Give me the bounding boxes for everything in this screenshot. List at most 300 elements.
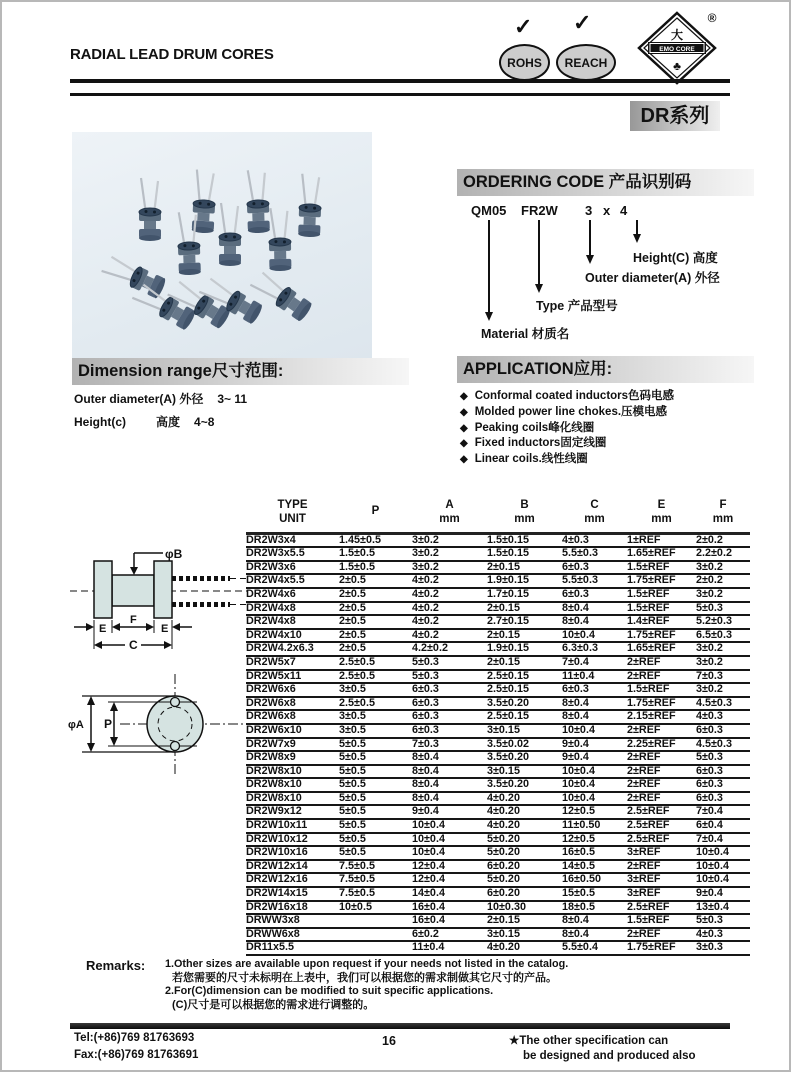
value-cell: 5.5±0.3 — [562, 574, 627, 588]
value-cell: 1.75±REF — [627, 574, 696, 588]
value-cell: 1.5±0.15 — [487, 533, 562, 547]
type-cell: DR2W7x9 — [246, 738, 339, 752]
value-cell: 5.5±0.3 — [562, 547, 627, 561]
table-row — [246, 670, 750, 684]
value-cell: 2±REF — [627, 751, 696, 765]
value-cell: 2±REF — [627, 724, 696, 738]
value-cell: 1.75±REF — [627, 941, 696, 955]
table-header-row — [246, 499, 750, 533]
height-range — [74, 413, 214, 430]
type-cell: DR2W6x6 — [246, 683, 339, 697]
value-cell: 6±0.3 — [562, 561, 627, 575]
value-cell: 6.3±0.3 — [562, 642, 627, 656]
type-cell: DR2W14x15 — [246, 887, 339, 901]
value-cell: 3±0.2 — [696, 683, 750, 697]
table-row — [246, 547, 750, 561]
value-cell: 5±0.20 — [487, 833, 562, 847]
value-cell: 1.65±REF — [627, 547, 696, 561]
value-cell: 1.65±REF — [627, 642, 696, 656]
value-cell: 8±0.4 — [412, 751, 487, 765]
value-cell: 4±0.20 — [487, 805, 562, 819]
footer-divider — [70, 1023, 730, 1029]
value-cell: 3±0.2 — [412, 533, 487, 547]
value-cell: 3±0.2 — [412, 561, 487, 575]
table-row — [246, 656, 750, 670]
remark-line: 1.Other sizes are available upon request if your needs not listed in the catalog. — [165, 958, 569, 970]
height-range-value: 4~8 — [194, 415, 215, 429]
type-cell: DR2W6x8 — [246, 697, 339, 711]
application-item: ◆ Molded power line chokes.压模电感 — [460, 405, 668, 418]
value-cell: 2±0.2 — [696, 533, 750, 547]
application-item: ◆ Conformal coated inductors色码电感 — [460, 390, 675, 402]
code-height: 4 — [620, 203, 628, 218]
value-cell: 2±0.15 — [487, 561, 562, 575]
value-cell: 10±0.4 — [562, 629, 627, 643]
value-cell: 2±REF — [627, 656, 696, 670]
type-cell: DR2W8x10 — [246, 765, 339, 779]
type-cell: DR11x5.5 — [246, 941, 339, 955]
value-cell: 2±0.15 — [487, 602, 562, 616]
col-c: C mm — [562, 499, 627, 533]
value-cell: 1.5±0.5 — [339, 547, 412, 561]
value-cell: 6±0.3 — [696, 778, 750, 792]
table-row — [246, 765, 750, 779]
type-cell: DR2W16x18 — [246, 901, 339, 915]
value-cell: 3±0.2 — [696, 656, 750, 670]
diamond-bullet-icon: ◆ — [460, 438, 468, 450]
value-cell: 2.5±0.15 — [487, 683, 562, 697]
value-cell: 3±0.2 — [696, 561, 750, 575]
value-cell: 1±REF — [627, 533, 696, 547]
value-cell: 8±0.4 — [562, 602, 627, 616]
table-row — [246, 574, 750, 588]
value-cell: 4±0.2 — [412, 602, 487, 616]
value-cell: 4±0.2 — [412, 629, 487, 643]
value-cell: 2.5±REF — [627, 901, 696, 915]
value-cell: 2.15±REF — [627, 710, 696, 724]
type-cell: DR2W8x9 — [246, 751, 339, 765]
code-material: QM05 — [471, 203, 507, 218]
value-cell: 16±0.4 — [412, 901, 487, 915]
value-cell: 10±0.4 — [696, 873, 750, 887]
value-cell: 2±0.5 — [339, 615, 412, 629]
value-cell: 10±0.4 — [412, 833, 487, 847]
value-cell: 2±0.5 — [339, 602, 412, 616]
value-cell: 3.5±0.20 — [487, 751, 562, 765]
footer-tel: Tel:(+86)769 81763693 — [74, 1032, 195, 1044]
value-cell: 5.2±0.3 — [696, 615, 750, 629]
table-row — [246, 724, 750, 738]
value-cell: 6±0.3 — [412, 724, 487, 738]
table-row — [246, 683, 750, 697]
value-cell: 1.5±REF — [627, 914, 696, 928]
spec-table-body — [246, 533, 750, 955]
remarks-label: Remarks: — [86, 958, 146, 973]
value-cell: 3.5±0.20 — [487, 778, 562, 792]
value-cell: 2±0.5 — [339, 574, 412, 588]
value-cell: 10±0.4 — [412, 819, 487, 833]
value-cell: 12±0.5 — [562, 805, 627, 819]
outer-range-value: 3~ 11 — [217, 392, 248, 406]
value-cell: 15±0.5 — [562, 887, 627, 901]
table-row — [246, 860, 750, 874]
type-cell: DRWW3x8 — [246, 914, 339, 928]
value-cell: 8±0.4 — [562, 615, 627, 629]
value-cell: 5±0.3 — [412, 670, 487, 684]
value-cell: 6±0.3 — [696, 792, 750, 806]
code-outer-dim: 3 — [585, 203, 593, 218]
table-row — [246, 588, 750, 602]
value-cell: 4.2±0.2 — [412, 642, 487, 656]
value-cell: 10±0.4 — [562, 765, 627, 779]
type-cell: DR2W12x16 — [246, 873, 339, 887]
type-cell: DR2W3x4 — [246, 533, 339, 547]
table-row — [246, 833, 750, 847]
application-list — [460, 389, 674, 468]
value-cell: 2±0.2 — [696, 574, 750, 588]
value-cell: 2±0.5 — [339, 588, 412, 602]
value-cell: 4±0.20 — [487, 792, 562, 806]
diamond-bullet-icon: ◆ — [460, 406, 468, 418]
remark-line: 2.For(C)dimension can be modified to suit specific applications. — [165, 985, 494, 997]
value-cell: 10±0.4 — [696, 860, 750, 874]
col-type: TYPE UNIT — [246, 499, 339, 533]
col-a: A mm — [412, 499, 487, 533]
value-cell: 6.5±0.3 — [696, 629, 750, 643]
value-cell: 4±0.20 — [487, 819, 562, 833]
value-cell: 2.7±0.15 — [487, 615, 562, 629]
reach-badge — [556, 44, 616, 81]
value-cell: 2±REF — [627, 928, 696, 942]
ordering-code-diagram — [457, 198, 748, 348]
e-right-label: E — [161, 623, 169, 635]
value-cell: 2.5±0.5 — [339, 697, 412, 711]
value-cell: 4±0.2 — [412, 588, 487, 602]
checkmark-icon: ✓ — [514, 14, 533, 39]
value-cell: 2±REF — [627, 670, 696, 684]
dimension-drawings — [62, 528, 252, 783]
value-cell: 1.9±0.15 — [487, 642, 562, 656]
value-cell: 8±0.4 — [412, 792, 487, 806]
height-range-cn: 高度 — [156, 415, 181, 429]
page-number: 16 — [382, 1034, 396, 1048]
star-icon: ★ — [509, 1035, 520, 1047]
value-cell: 2±REF — [627, 792, 696, 806]
application-heading: APPLICATION应用: — [457, 356, 754, 383]
remark-line: (C)尺寸是可以根据您的需求进行调整的。 — [172, 998, 375, 1011]
value-cell: 2±0.15 — [487, 629, 562, 643]
type-cell: DR2W4x8 — [246, 602, 339, 616]
type-cell: DR2W10x11 — [246, 819, 339, 833]
application-item: ◆ Fixed inductors固定线圈 — [460, 437, 607, 450]
value-cell: 1.5±REF — [627, 602, 696, 616]
type-cell: DR2W8x10 — [246, 778, 339, 792]
type-cell: DR2W3x6 — [246, 561, 339, 575]
table-row — [246, 615, 750, 629]
value-cell: 5±0.5 — [339, 738, 412, 752]
value-cell: 2.5±0.15 — [487, 670, 562, 684]
remarks-text — [165, 958, 635, 1012]
value-cell: 10±0.4 — [562, 792, 627, 806]
value-cell: 2±0.5 — [339, 629, 412, 643]
col-e: E mm — [627, 499, 696, 533]
value-cell: 3±0.15 — [487, 724, 562, 738]
value-cell: 7±0.3 — [696, 670, 750, 684]
page-title: RADIAL LEAD DRUM CORES — [70, 46, 274, 63]
f-label: F — [130, 614, 137, 626]
table-row — [246, 533, 750, 547]
value-cell: 11±0.50 — [562, 819, 627, 833]
value-cell: 6±0.2 — [412, 928, 487, 942]
value-cell: 2.5±REF — [627, 833, 696, 847]
footer-fax: Fax:(+86)769 81763691 — [74, 1049, 199, 1061]
col-p: P — [339, 499, 412, 533]
value-cell: 6±0.3 — [412, 683, 487, 697]
type-cell: DR2W5x7 — [246, 656, 339, 670]
value-cell — [339, 928, 412, 942]
value-cell: 5±0.3 — [696, 751, 750, 765]
value-cell: 10±0.5 — [339, 901, 412, 915]
table-row — [246, 941, 750, 955]
value-cell: 3.5±0.20 — [487, 697, 562, 711]
value-cell: 2±0.5 — [339, 642, 412, 656]
outer-range-label: Outer diameter(A) 外径 — [74, 392, 204, 406]
series-title: DR系列 — [630, 101, 720, 131]
material-label: Material 材质名 — [481, 327, 570, 341]
checkmark-icon: ✓ — [573, 10, 592, 35]
value-cell — [339, 914, 412, 928]
logo-top-char: 大 — [670, 28, 684, 42]
table-row — [246, 642, 750, 656]
value-cell: 4±0.3 — [696, 928, 750, 942]
type-cell: DR2W12x14 — [246, 860, 339, 874]
value-cell: 2±REF — [627, 765, 696, 779]
value-cell: 6±0.20 — [487, 860, 562, 874]
value-cell: 1.5±0.15 — [487, 547, 562, 561]
value-cell: 18±0.5 — [562, 901, 627, 915]
value-cell: 2±REF — [627, 860, 696, 874]
rohs-badge — [499, 44, 550, 81]
value-cell: 3±0.2 — [696, 642, 750, 656]
type-cell: DR2W4x6 — [246, 588, 339, 602]
table-row — [246, 710, 750, 724]
value-cell: 5±0.20 — [487, 873, 562, 887]
value-cell: 2±0.15 — [487, 656, 562, 670]
value-cell: 3±0.5 — [339, 724, 412, 738]
value-cell: 5±0.3 — [696, 914, 750, 928]
type-cell: DR2W5x11 — [246, 670, 339, 684]
value-cell: 3±0.5 — [339, 683, 412, 697]
table-row — [246, 887, 750, 901]
value-cell: 6±0.3 — [562, 683, 627, 697]
value-cell: 5±0.20 — [487, 846, 562, 860]
type-cell: DR2W6x8 — [246, 710, 339, 724]
type-cell: DR2W10x12 — [246, 833, 339, 847]
value-cell: 5±0.5 — [339, 792, 412, 806]
table-row — [246, 873, 750, 887]
remark-line: 若您需要的尺寸未标明在上表中，我们可以根据您的需求制做其它尺寸的产品。 — [172, 971, 557, 984]
table-row — [246, 629, 750, 643]
p-label: P — [104, 717, 113, 731]
value-cell: 1.5±REF — [627, 588, 696, 602]
value-cell: 1.5±REF — [627, 683, 696, 697]
value-cell: 7.5±0.5 — [339, 860, 412, 874]
value-cell: 7.5±0.5 — [339, 873, 412, 887]
type-cell: DR2W3x5.5 — [246, 547, 339, 561]
value-cell: 7±0.4 — [562, 656, 627, 670]
value-cell: 5±0.5 — [339, 778, 412, 792]
value-cell: 4±0.2 — [412, 615, 487, 629]
value-cell: 3±REF — [627, 887, 696, 901]
type-cell: DR2W8x10 — [246, 792, 339, 806]
value-cell: 6±0.3 — [412, 710, 487, 724]
value-cell: 13±0.4 — [696, 901, 750, 915]
value-cell: 2.5±0.5 — [339, 670, 412, 684]
table-row — [246, 778, 750, 792]
value-cell: 10±0.30 — [487, 901, 562, 915]
table-row — [246, 846, 750, 860]
value-cell: 7±0.3 — [412, 738, 487, 752]
type-cell: DR2W4x10 — [246, 629, 339, 643]
value-cell: 6±0.3 — [696, 765, 750, 779]
value-cell: 3±0.5 — [339, 710, 412, 724]
type-cell: DR2W6x10 — [246, 724, 339, 738]
value-cell: 1.75±REF — [627, 697, 696, 711]
value-cell: 1.5±REF — [627, 561, 696, 575]
value-cell: 8±0.4 — [562, 928, 627, 942]
value-cell: 5±0.5 — [339, 846, 412, 860]
value-cell: 3±0.3 — [696, 941, 750, 955]
code-type: FR2W — [521, 203, 558, 218]
c-label: C — [129, 638, 138, 652]
type-label: Type 产品型号 — [536, 299, 618, 313]
value-cell: 6±0.3 — [696, 724, 750, 738]
value-cell: 8±0.4 — [412, 778, 487, 792]
phi-b-label: φB — [165, 547, 183, 561]
value-cell: 2.5±0.5 — [339, 656, 412, 670]
value-cell: 5.5±0.4 — [562, 941, 627, 955]
spec-table — [246, 499, 750, 956]
value-cell: 4±0.3 — [562, 533, 627, 547]
value-cell: 7±0.4 — [696, 833, 750, 847]
table-row — [246, 738, 750, 752]
outer-diameter-label: Outer diameter(A) 外径 — [585, 271, 720, 285]
value-cell: 3±0.2 — [696, 588, 750, 602]
table-row — [246, 602, 750, 616]
value-cell: 5±0.5 — [339, 819, 412, 833]
table-row — [246, 561, 750, 575]
code-x: x — [603, 203, 611, 218]
value-cell: 5±0.5 — [339, 833, 412, 847]
type-cell: DRWW6x8 — [246, 928, 339, 942]
ordering-code-heading: ORDERING CODE 产品识别码 — [457, 169, 754, 196]
value-cell: 1.45±0.5 — [339, 533, 412, 547]
value-cell: 14±0.4 — [412, 887, 487, 901]
type-cell: DR2W4x8 — [246, 615, 339, 629]
value-cell: 1.75±REF — [627, 629, 696, 643]
footer-note: ★The other specification can — [509, 1035, 669, 1047]
value-cell: 9±0.4 — [412, 805, 487, 819]
table-row — [246, 914, 750, 928]
value-cell: 3±REF — [627, 873, 696, 887]
value-cell: 8±0.4 — [562, 914, 627, 928]
value-cell: 16±0.5 — [562, 846, 627, 860]
value-cell: 9±0.4 — [696, 887, 750, 901]
value-cell: 7.5±0.5 — [339, 887, 412, 901]
logo-bottom-glyph: ♣ — [673, 59, 681, 73]
table-row — [246, 792, 750, 806]
value-cell: 10±0.4 — [696, 846, 750, 860]
diamond-bullet-icon: ◆ — [460, 391, 468, 402]
application-item: ◆ Peaking coils峰化线圈 — [460, 421, 595, 434]
table-row — [246, 928, 750, 942]
value-cell: 1.9±0.15 — [487, 574, 562, 588]
value-cell: 7±0.4 — [696, 805, 750, 819]
reach-badge-label: REACH — [564, 55, 608, 70]
col-b: B mm — [487, 499, 562, 533]
value-cell: 3±0.15 — [487, 928, 562, 942]
height-range-label: Height(c) — [74, 415, 126, 429]
value-cell: 8±0.4 — [562, 697, 627, 711]
value-cell: 5±0.5 — [339, 805, 412, 819]
rohs-badge-label: ROHS — [507, 55, 542, 70]
value-cell: 12±0.5 — [562, 833, 627, 847]
value-cell: 10±0.4 — [412, 846, 487, 860]
value-cell: 1.4±REF — [627, 615, 696, 629]
value-cell: 3±0.15 — [487, 765, 562, 779]
table-row — [246, 751, 750, 765]
col-f: F mm — [696, 499, 750, 533]
table-row — [246, 805, 750, 819]
value-cell: 10±0.4 — [562, 778, 627, 792]
diamond-bullet-icon: ◆ — [460, 422, 468, 434]
value-cell: 1.7±0.15 — [487, 588, 562, 602]
diamond-bullet-icon: ◆ — [460, 454, 468, 466]
value-cell: 2.5±REF — [627, 805, 696, 819]
value-cell: 4±0.2 — [412, 574, 487, 588]
dimension-range-heading: Dimension range尺寸范围: — [72, 358, 409, 385]
value-cell: 6±0.3 — [562, 588, 627, 602]
value-cell: 12±0.4 — [412, 873, 487, 887]
value-cell: 4.5±0.3 — [696, 738, 750, 752]
table-row — [246, 819, 750, 833]
value-cell: 3±REF — [627, 846, 696, 860]
value-cell: 11±0.4 — [412, 941, 487, 955]
value-cell: 8±0.4 — [562, 710, 627, 724]
value-cell: 14±0.5 — [562, 860, 627, 874]
header-divider — [70, 79, 730, 96]
outer-diameter-range — [74, 390, 247, 407]
value-cell: 9±0.4 — [562, 738, 627, 752]
product-photo — [72, 132, 372, 358]
value-cell: 9±0.4 — [562, 751, 627, 765]
type-cell: DR2W4x5.5 — [246, 574, 339, 588]
value-cell: 10±0.4 — [562, 724, 627, 738]
e-left-label: E — [99, 623, 107, 635]
type-cell: DR2W10x16 — [246, 846, 339, 860]
value-cell: 4±0.3 — [696, 710, 750, 724]
phi-a-label: φA — [68, 719, 84, 731]
logo-banner-text: EMO CORE — [659, 46, 695, 53]
table-row — [246, 901, 750, 915]
value-cell: 8±0.4 — [412, 765, 487, 779]
application-item: ◆ Linear coils.线性线圈 — [460, 453, 588, 466]
value-cell: 4±0.20 — [487, 941, 562, 955]
footer-note: be designed and produced also — [523, 1050, 696, 1062]
value-cell: 2.2±0.2 — [696, 547, 750, 561]
value-cell: 5±0.3 — [412, 656, 487, 670]
value-cell: 6±0.3 — [412, 697, 487, 711]
